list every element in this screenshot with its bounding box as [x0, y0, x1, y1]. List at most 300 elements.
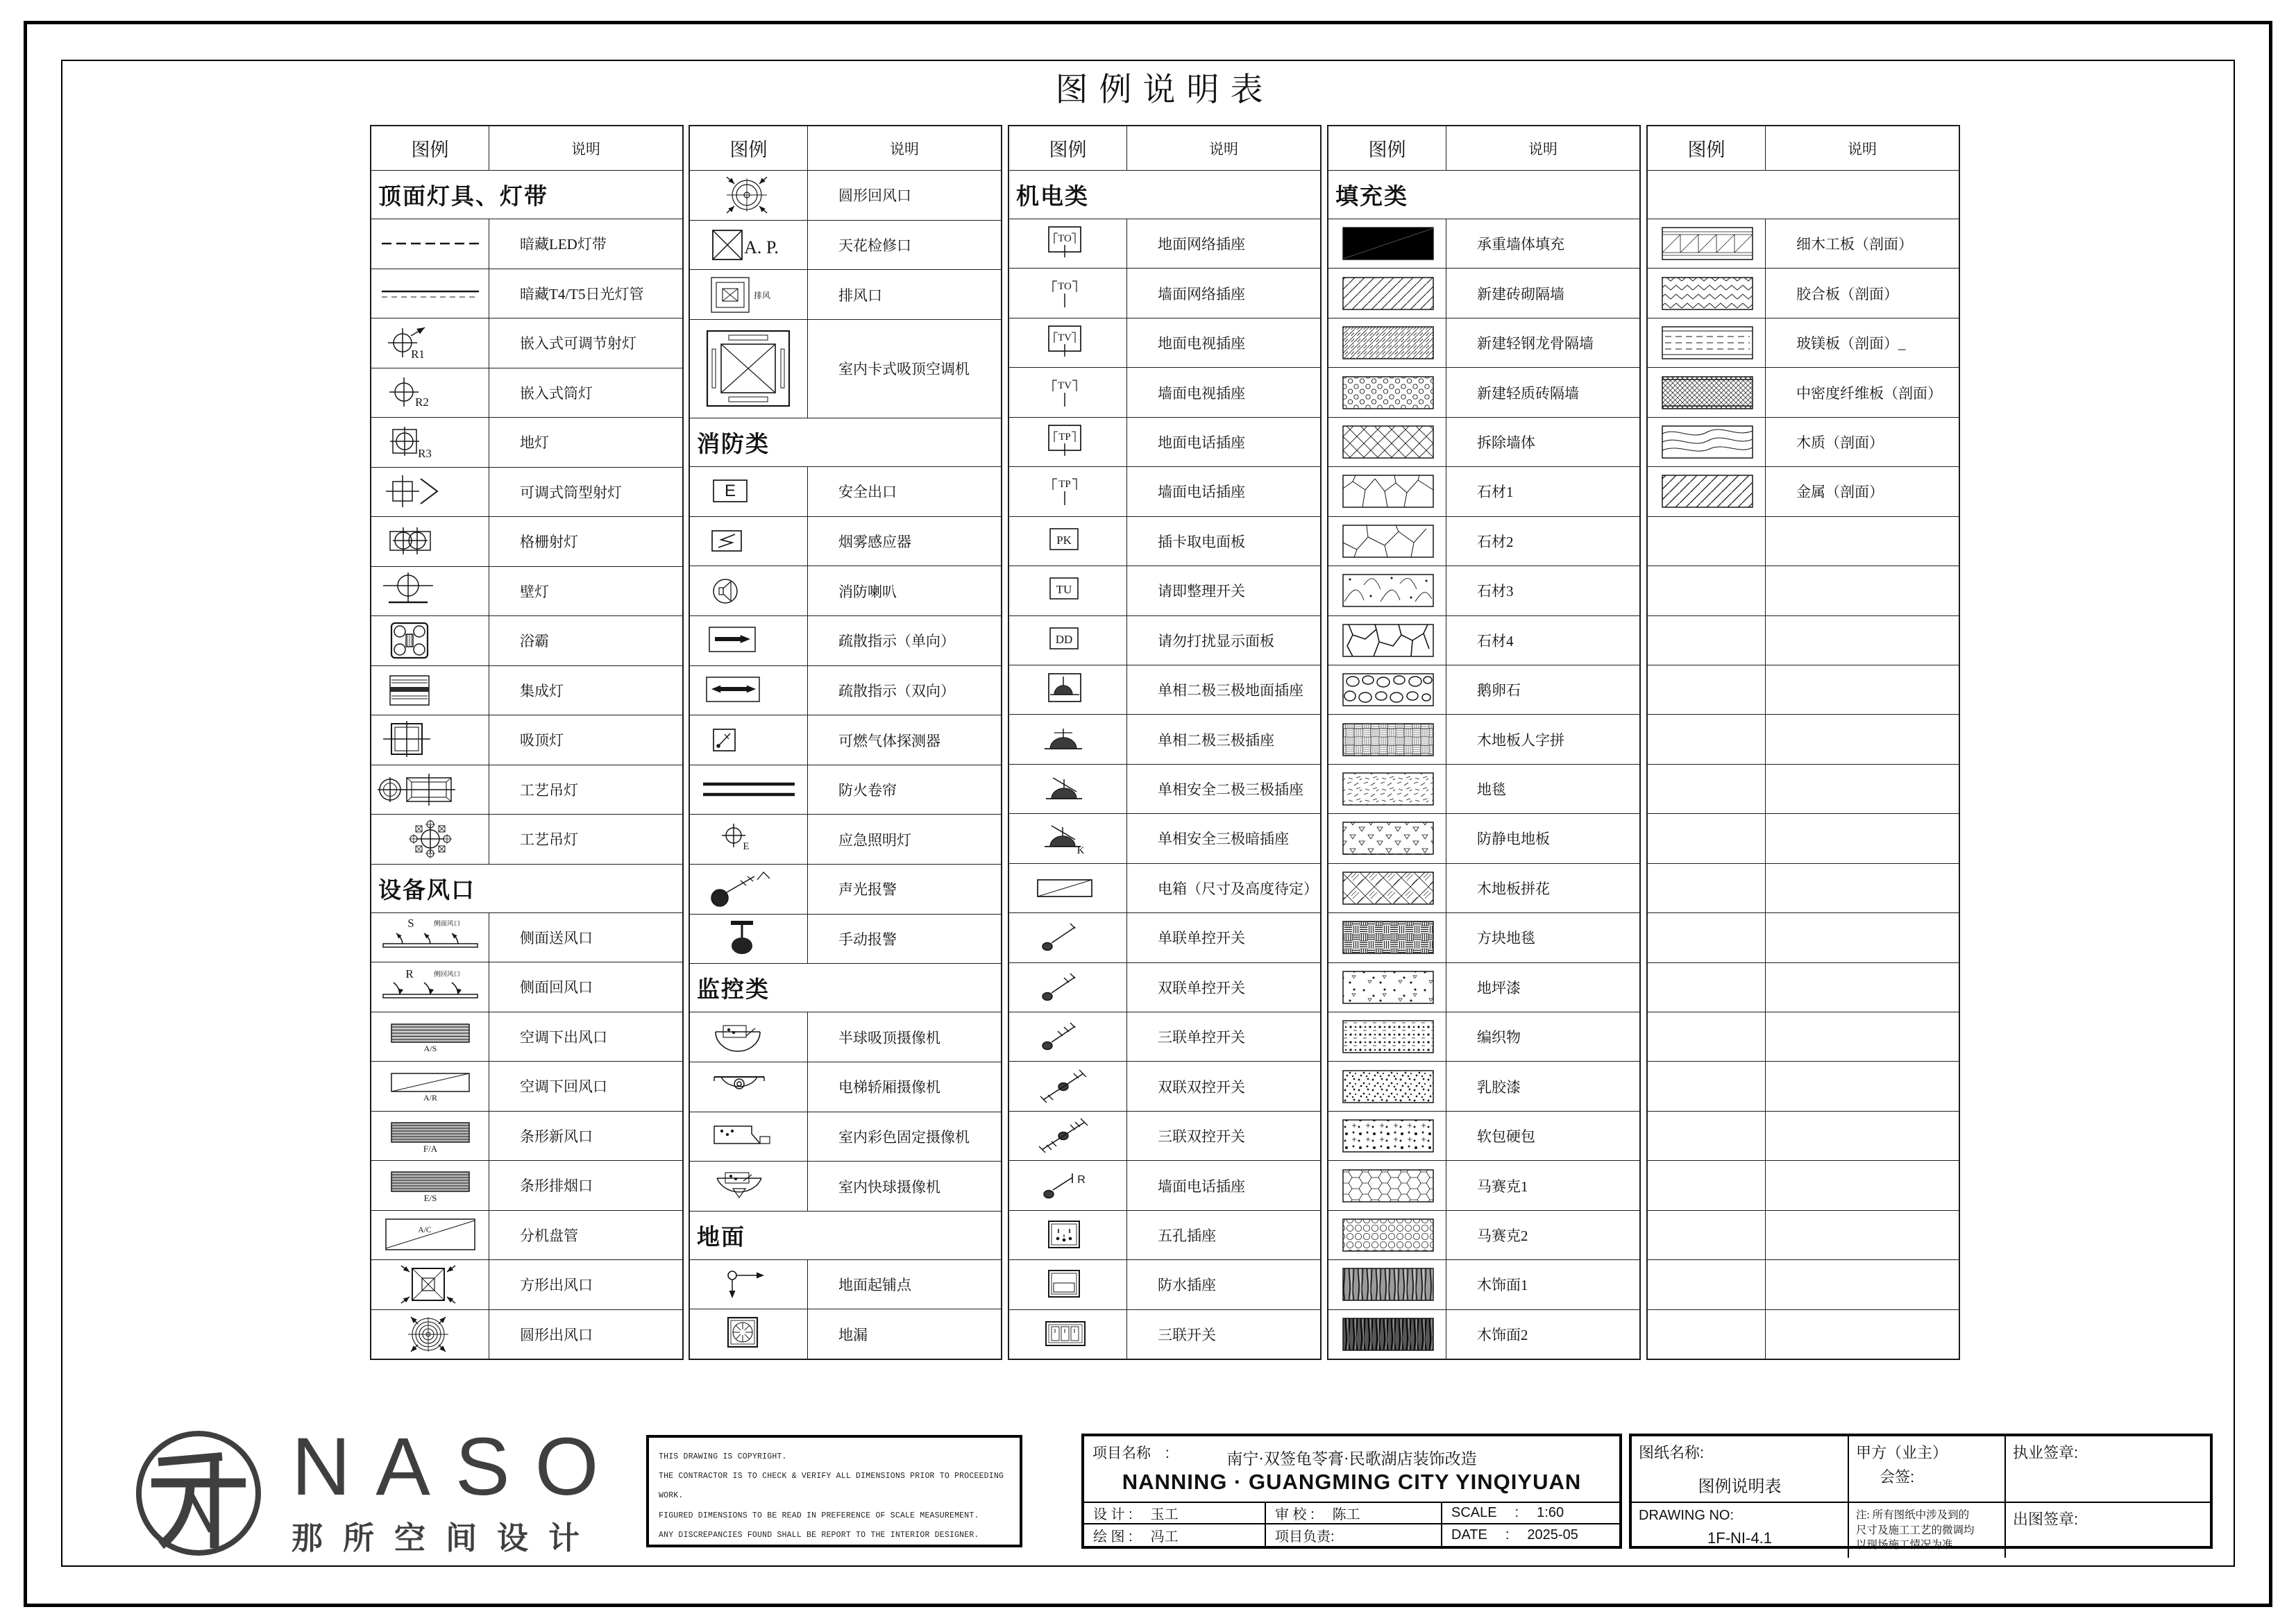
legend-desc: 木质（剖面） — [1796, 434, 1884, 451]
strip-fresh-icon — [371, 1112, 489, 1161]
legend-desc: 马赛克1 — [1477, 1178, 1528, 1195]
legend-row — [1648, 1012, 1959, 1062]
tu-switch-icon — [1009, 566, 1127, 615]
side-return-icon — [371, 962, 489, 1012]
svg-text:A/R: A/R — [423, 1093, 437, 1103]
legend-desc — [1766, 1310, 1959, 1359]
legend-row — [1648, 269, 1959, 318]
legend-desc: 软包硬包 — [1477, 1128, 1535, 1146]
legend-row — [690, 221, 1001, 271]
legend-row — [1648, 418, 1959, 467]
legend-row — [1328, 1310, 1639, 1359]
legend-row — [1009, 418, 1320, 467]
legend-desc: 石材3 — [1477, 583, 1514, 600]
svg-text:K: K — [1077, 845, 1084, 857]
legend-row — [1009, 665, 1320, 715]
legend-desc — [1766, 1062, 1959, 1110]
legend-column-header: 图例 — [1328, 126, 1446, 170]
brand-logo — [130, 1421, 624, 1558]
legend-row — [1328, 318, 1639, 368]
issue-stamp-cell: 出图签章: — [2013, 1511, 2079, 1528]
legend-row — [1009, 765, 1320, 814]
legend-desc: 三联单控开关 — [1158, 1029, 1245, 1046]
legend-row — [1009, 368, 1320, 417]
tp-wall-icon — [1009, 467, 1127, 516]
legend-desc: 圆形回风口 — [838, 187, 911, 205]
svg-text:侧回风口: 侧回风口 — [433, 971, 460, 979]
designer-cell: 设 计 : 玉工 — [1084, 1503, 1266, 1524]
legend-row — [1648, 566, 1959, 615]
legend-row — [1328, 1161, 1639, 1210]
date-cell: DATE : 2025-05 — [1451, 1527, 1578, 1543]
legend-desc: 圆形出风口 — [520, 1326, 593, 1343]
legend-row — [1648, 1211, 1959, 1260]
legend-desc: 请即整理开关 — [1158, 583, 1245, 600]
legend-desc: 手动报警 — [838, 931, 897, 949]
legend-row — [371, 1260, 682, 1310]
fill-carpet-icon — [1328, 765, 1446, 813]
legend-desc: 嵌入式可调节射灯 — [520, 335, 636, 352]
exhaust-vent-icon — [690, 270, 808, 319]
bath-heater-icon — [371, 616, 489, 665]
drafter-cell: 绘 图 : 冯工 — [1084, 1524, 1266, 1546]
legend-row — [1009, 1062, 1320, 1111]
legend-row — [690, 915, 1001, 965]
copyright-line: FIGURED DIMENSIONS TO BE READ IN PREFERENCE OF SCALE MEASUREMENT. — [659, 1511, 979, 1520]
sec-metal-icon — [1648, 467, 1766, 516]
legend-row — [1009, 318, 1320, 368]
legend-desc: 空调下回风口 — [520, 1078, 607, 1096]
legend-desc — [1766, 665, 1959, 714]
section-header: 顶面灯具、灯带 — [371, 171, 682, 219]
section-header: 消防类 — [690, 418, 1001, 467]
legend-row — [690, 765, 1001, 815]
wall-lamp-icon — [371, 567, 489, 616]
desc-column-header: 说明 — [890, 141, 919, 158]
legend-desc — [1766, 1161, 1959, 1209]
empty-cell — [1648, 814, 1766, 863]
legend-row — [371, 765, 682, 815]
legend-desc: 天花检修口 — [838, 237, 911, 254]
legend-desc: 地面电视插座 — [1158, 335, 1245, 352]
legend-desc: 单相安全三极暗插座 — [1158, 831, 1289, 848]
legend-desc: 安全出口 — [838, 484, 897, 501]
legend-row — [371, 219, 682, 269]
exit-sign-icon — [690, 467, 808, 516]
legend-row — [1648, 864, 1959, 913]
legend-desc: 分机盘管 — [520, 1227, 578, 1244]
desc-column-header: 说明 — [1209, 141, 1238, 158]
scale-cell: SCALE : 1:60 — [1442, 1503, 1619, 1524]
table-header-row — [1648, 126, 1959, 171]
side-supply-icon — [371, 913, 489, 962]
legend-row — [371, 269, 682, 319]
empty-cell — [1648, 517, 1766, 566]
legend-desc: 三联开关 — [1158, 1326, 1216, 1343]
legend-desc: 新建轻钢龙骨隔墙 — [1477, 335, 1594, 352]
legend-row — [371, 1112, 682, 1162]
legend-row — [1328, 864, 1639, 913]
practice-stamp-cell: 执业签章: — [2006, 1436, 2210, 1503]
legend-row — [1328, 1012, 1639, 1062]
legend-row — [1648, 963, 1959, 1012]
legend-desc: 地漏 — [838, 1326, 868, 1343]
legend-row — [371, 1062, 682, 1112]
project-name-cn: 南宁·双签龟苓膏·民歌湖店装饰改造 — [1226, 1450, 1477, 1468]
legend-desc: 墙面电视插座 — [1158, 384, 1245, 402]
fill-stone3-icon — [1328, 566, 1446, 615]
legend-desc: 室内卡式吸顶空调机 — [838, 361, 970, 378]
fill-wood1-icon — [1328, 1260, 1446, 1309]
legend-row — [690, 320, 1001, 418]
legend-row — [1009, 1260, 1320, 1309]
fill-antistatic-icon — [1328, 814, 1446, 863]
legend-desc: 可调式筒型射灯 — [520, 484, 622, 501]
legend-desc: 防水插座 — [1158, 1277, 1216, 1294]
legend-desc: 吸顶灯 — [520, 732, 564, 749]
legend-desc: 侧面送风口 — [520, 929, 593, 946]
legend-row — [1328, 269, 1639, 318]
legend-desc: 承重墙体填充 — [1477, 236, 1564, 253]
tp-floor-icon — [1009, 418, 1127, 466]
dome-cam-icon — [690, 1012, 808, 1062]
legend-desc: 暗藏LED灯带 — [520, 236, 607, 253]
table-header-row — [690, 126, 1001, 171]
legend-desc: 消防喇叭 — [838, 583, 897, 600]
legend-desc: 单相二极三极地面插座 — [1158, 682, 1303, 699]
legend-desc — [1766, 616, 1959, 665]
legend-row — [1328, 1112, 1639, 1161]
legend-desc: 石材1 — [1477, 484, 1514, 501]
socket-icon — [1009, 715, 1127, 763]
fill-stone2-icon — [1328, 517, 1446, 566]
svg-text:TP: TP — [1058, 431, 1071, 443]
fill-herring-icon — [1328, 715, 1446, 763]
fill-paint-icon — [1328, 963, 1446, 1012]
legend-desc: 新建砖砌隔墙 — [1477, 285, 1564, 303]
legend-desc: 集成灯 — [520, 682, 564, 699]
legend-row — [1009, 913, 1320, 962]
sw2-icon — [1009, 963, 1127, 1012]
empty-cell — [1648, 1062, 1766, 1110]
legend-desc: 三联双控开关 — [1158, 1128, 1245, 1146]
elec-box-icon — [1009, 864, 1127, 912]
empty-cell — [1648, 1310, 1766, 1359]
svg-text:TV: TV — [1057, 380, 1072, 391]
drawing-no-cell: DRAWING NO: 1F-NI-4.1 — [1632, 1503, 1849, 1558]
legend-row — [1009, 467, 1320, 516]
legend-row — [1328, 913, 1639, 962]
empty-cell — [1648, 963, 1766, 1012]
tv-floor-icon — [1009, 318, 1127, 367]
legend-row — [1009, 715, 1320, 764]
section-header: 监控类 — [690, 964, 1001, 1012]
sw1-icon — [1009, 913, 1127, 962]
svg-text:E: E — [724, 482, 736, 501]
speed-dome-icon — [690, 1162, 808, 1211]
em-light-icon — [690, 815, 808, 864]
legend-row — [690, 865, 1001, 915]
copyright-line: THE CONTRACTOR IS TO CHECK & VERIFY ALL DIMENSIONS PRIOR TO PROCEEDING WORK. — [659, 1472, 1004, 1501]
waterproof-icon — [1009, 1260, 1127, 1309]
empty-cell — [1648, 1012, 1766, 1061]
svg-text:A. P.: A. P. — [743, 237, 779, 257]
legend-row — [1328, 517, 1639, 566]
legend-desc: 疏散指示（双向） — [838, 682, 955, 699]
legend-row — [1328, 616, 1639, 665]
legend-row — [371, 468, 682, 518]
legend-row — [690, 270, 1001, 320]
legend-row — [690, 1260, 1001, 1310]
socket-floor-icon — [1009, 665, 1127, 714]
empty-cell — [1648, 1211, 1766, 1259]
legend-table-2 — [689, 125, 1002, 1360]
legend-row — [1328, 765, 1639, 814]
legend-desc: 应急照明灯 — [838, 831, 911, 849]
svg-text:TP: TP — [1058, 479, 1071, 491]
legend-row — [1009, 517, 1320, 566]
legend-desc: 墙面网络插座 — [1158, 285, 1245, 303]
legend-desc: 地面网络插座 — [1158, 236, 1245, 253]
tel-1r-icon — [1009, 1161, 1127, 1209]
legend-desc: 地灯 — [520, 434, 549, 452]
legend-desc: 工艺吊灯 — [520, 831, 578, 849]
legend-row — [371, 962, 682, 1012]
legend-row — [1648, 1112, 1959, 1161]
round-return-icon — [690, 171, 808, 220]
legend-table-1 — [370, 125, 684, 1360]
legend-tables — [370, 125, 1960, 1360]
legend-desc: 排风口 — [838, 287, 882, 304]
legend-desc: 乳胶漆 — [1477, 1078, 1521, 1096]
legend-column-header: 图例 — [1648, 126, 1766, 170]
legend-row — [1648, 913, 1959, 962]
cassette-ac-icon — [690, 320, 808, 418]
brand-name: NASO — [292, 1421, 624, 1513]
adj-spot-icon — [371, 468, 489, 517]
table-header-row — [1009, 126, 1320, 171]
legend-row — [1648, 467, 1959, 516]
legend-row — [1648, 715, 1959, 764]
legend-row — [1009, 1112, 1320, 1161]
ac-out-icon — [371, 1012, 489, 1062]
legend-row — [371, 1211, 682, 1261]
legend-row — [690, 1062, 1001, 1112]
sheet-info-block — [1629, 1434, 2213, 1552]
table-header-row — [1328, 126, 1639, 171]
five-hole-icon — [1009, 1211, 1127, 1259]
fan-coil-icon — [371, 1211, 489, 1260]
manual-alarm-icon — [690, 915, 808, 964]
legend-desc: 室内彩色固定摄像机 — [838, 1128, 970, 1146]
legend-row — [690, 1112, 1001, 1162]
legend-row — [690, 566, 1001, 616]
table-header-row — [371, 126, 682, 171]
svg-text:E: E — [742, 840, 750, 852]
svg-text:TO: TO — [1057, 233, 1072, 245]
legend-row — [1009, 1012, 1320, 1062]
smoke-detector-icon — [690, 517, 808, 566]
legend-row — [1328, 566, 1639, 615]
legend-row — [371, 318, 682, 368]
legend-desc: 声光报警 — [838, 881, 897, 899]
legend-row — [1009, 616, 1320, 665]
legend-row — [1648, 368, 1959, 417]
legend-row — [371, 1310, 682, 1359]
legend-desc: 地面电话插座 — [1158, 434, 1245, 451]
legend-row — [1328, 715, 1639, 764]
led-strip-icon — [371, 219, 489, 269]
legend-row — [371, 616, 682, 666]
sec-blockboard-icon — [1648, 219, 1766, 268]
legend-row — [1009, 219, 1320, 269]
empty-cell — [1648, 616, 1766, 665]
section-header: 设备风口 — [371, 865, 682, 913]
legend-row — [1648, 1062, 1959, 1111]
legend-desc: 墙面电话插座 — [1158, 1178, 1245, 1195]
fire-speaker-icon — [690, 566, 808, 615]
legend-row — [371, 567, 682, 617]
legend-desc: 地毯 — [1477, 781, 1506, 799]
legend-desc: 木地板人字拼 — [1477, 731, 1564, 749]
legend-row — [1648, 1310, 1959, 1359]
legend-desc — [1766, 814, 1959, 863]
grille-spot-icon — [371, 517, 489, 566]
r2-down-icon — [371, 368, 489, 418]
legend-desc: 新建轻质砖隔墙 — [1477, 384, 1579, 402]
legend-desc: 胶合板（剖面） — [1796, 285, 1898, 303]
legend-row — [690, 616, 1001, 666]
legend-desc: 嵌入式筒灯 — [520, 384, 593, 402]
legend-row — [690, 1162, 1001, 1212]
legend-desc: 插卡取电面板 — [1158, 533, 1245, 550]
legend-row — [371, 418, 682, 468]
square-out-icon — [371, 1260, 489, 1309]
legend-row — [1328, 1211, 1639, 1260]
round-out-icon — [371, 1310, 489, 1359]
legend-column-header: 图例 — [690, 126, 808, 170]
legend-table-4 — [1327, 125, 1641, 1360]
empty-cell — [1648, 715, 1766, 763]
ceiling-light-icon — [371, 715, 489, 765]
legend-desc: 玻镁板（剖面）_ — [1796, 335, 1906, 352]
svg-text:A/C: A/C — [417, 1225, 432, 1234]
legend-row — [1328, 368, 1639, 417]
note-cell: 注: 所有图纸中涉及到的 尺寸及施工工艺的微调均 以现场施工情况为准. — [1849, 1503, 2006, 1558]
fill-densediag-icon — [1328, 318, 1446, 367]
fill-stone4-icon — [1328, 616, 1446, 665]
sw3-icon — [1009, 1012, 1127, 1061]
legend-desc: 木饰面2 — [1477, 1326, 1528, 1343]
fill-wood2-icon — [1328, 1310, 1446, 1359]
legend-row — [1009, 864, 1320, 913]
legend-row — [1328, 1260, 1639, 1309]
legend-desc — [1766, 566, 1959, 615]
legend-desc — [1766, 913, 1959, 962]
legend-desc: 石材2 — [1477, 533, 1514, 550]
fill-tiles-icon — [1328, 913, 1446, 962]
legend-desc: 可燃气体探测器 — [838, 732, 940, 749]
empty-cell — [1648, 1112, 1766, 1160]
fill-pebble-icon — [1328, 665, 1446, 714]
legend-desc: 编织物 — [1477, 1029, 1521, 1046]
legend-row — [690, 171, 1001, 221]
fire-curtain-icon — [690, 765, 808, 815]
legend-desc: 电梯轿厢摄像机 — [838, 1079, 940, 1096]
t5-tube-icon — [371, 269, 489, 318]
svg-text:排风: 排风 — [753, 290, 770, 300]
legend-row — [1328, 418, 1639, 467]
desc-column-header: 说明 — [1528, 141, 1558, 158]
legend-desc: 空调下出风口 — [520, 1028, 607, 1046]
ac-return-icon — [371, 1062, 489, 1111]
elev-cam-icon — [690, 1062, 808, 1112]
legend-desc: 双联双控开关 — [1158, 1078, 1245, 1096]
evac-double-icon — [690, 666, 808, 715]
legend-desc — [1766, 1112, 1959, 1160]
legend-desc: 木地板拼花 — [1477, 880, 1550, 897]
legend-desc: 疏散指示（单向） — [838, 633, 955, 650]
naso-emblem-icon — [130, 1429, 267, 1558]
to-floor-icon — [1009, 219, 1127, 268]
legend-column-header: 图例 — [371, 126, 489, 170]
legend-row — [690, 715, 1001, 765]
svg-text:S: S — [407, 917, 414, 930]
sec-mgo-icon — [1648, 318, 1766, 367]
sheet-name-cell: 图纸名称: 图例说明表 — [1632, 1436, 1849, 1503]
legend-row — [690, 1309, 1001, 1359]
chandelier2-icon — [371, 815, 489, 864]
legend-row — [1328, 219, 1639, 269]
floor-drain-icon — [690, 1309, 808, 1359]
legend-desc — [1766, 1211, 1959, 1259]
empty-cell — [1648, 1161, 1766, 1209]
legend-row — [1009, 814, 1320, 863]
svg-text:TV: TV — [1057, 332, 1072, 344]
sw2-2-icon — [1009, 1062, 1127, 1110]
legend-row — [1648, 665, 1959, 715]
legend-desc: 方块地毯 — [1477, 930, 1535, 947]
desc-column-header: 说明 — [571, 141, 600, 158]
svg-text:A/S: A/S — [423, 1043, 437, 1053]
legend-row — [1328, 814, 1639, 863]
r1-spot-icon — [371, 318, 489, 368]
section-header: 地面 — [690, 1212, 1001, 1260]
integrated-light-icon — [371, 666, 489, 715]
project-info-block — [1081, 1434, 1622, 1549]
sound-alarm-icon — [690, 865, 808, 914]
tv-wall-icon — [1009, 368, 1127, 416]
fill-mosaic2-icon — [1328, 1211, 1446, 1259]
legend-desc: 木饰面1 — [1477, 1277, 1528, 1294]
legend-desc: 烟雾感应器 — [838, 534, 911, 551]
legend-row — [1328, 467, 1639, 516]
dd-panel-icon — [1009, 616, 1127, 665]
fill-diag-icon — [1328, 269, 1446, 317]
chandelier1-icon — [371, 765, 489, 815]
legend-row — [690, 1012, 1001, 1062]
sec-plywood-icon — [1648, 269, 1766, 317]
svg-text:TO: TO — [1057, 280, 1072, 292]
legend-row — [371, 368, 682, 418]
project-lead-cell: 项目负责: — [1266, 1524, 1442, 1546]
legend-row — [1009, 269, 1320, 318]
legend-desc: 双联单控开关 — [1158, 979, 1245, 996]
pk-panel-icon — [1009, 517, 1127, 566]
legend-desc: 地面起铺点 — [838, 1277, 911, 1294]
svg-text:R: R — [405, 967, 414, 981]
svg-text:TU: TU — [1056, 583, 1072, 597]
